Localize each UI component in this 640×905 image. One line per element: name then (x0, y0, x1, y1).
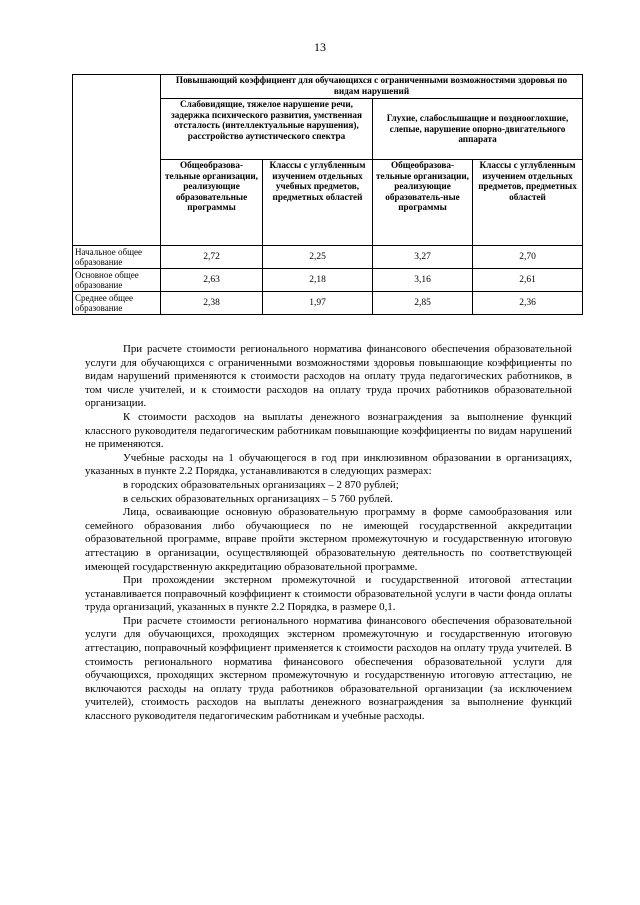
page-number: 13 (314, 40, 326, 54)
paragraph: При расчете стоимости регионального норматива финансового обеспечения образовательной услуги для обучающихся, проходящих экстерном промежуточную и государственную итоговую аттестацию, поправочный коэффициент применяется к стоимости расходов на оплату труда учителей. В стоимость регионального норматива финансового обеспечения образовательной услуги для обучающихся, проходящих экстерном промежуточную и государственную итоговую аттестацию, не включаются расходы на оплату труда работников образовательной организации (за исключением учителей), стоимость расходов на выплаты денежного вознаграждения за выполнение функций классного руководителя педагогическим работникам и учебные расходы. (85, 614, 572, 723)
table-row (73, 246, 583, 269)
table-cell: 2,63 (161, 269, 263, 292)
coefficient-table (72, 74, 583, 315)
table-cell: 2,85 (373, 292, 473, 315)
table-row (73, 292, 583, 315)
table-group-header-a: Слабовидящие, тяжелое нарушение речи, задержка психического развития, умственная отсталость (интеллектуальные нарушения), расстройство аутистического спектра (161, 99, 373, 160)
table-cell: 2,61 (473, 269, 583, 292)
paragraph: При прохождении экстерном промежуточной и государственной итоговой аттестации устанавливается поправочный коэффициент к стоимости образовательной услуги в части фонда оплаты труда организаций, указанных в пункте 2.2 Порядка, в размере 0,1. (85, 574, 572, 614)
table-sub-header: Общеобразова-тельные организации, реализующие образовательные программы (161, 160, 263, 246)
table-row (73, 269, 583, 292)
table-cell: 2,25 (263, 246, 373, 269)
table-cell: 2,72 (161, 246, 263, 269)
table-cell: 2,18 (263, 269, 373, 292)
table-cell: 2,70 (473, 246, 583, 269)
list-item: в городских образовательных организациях – 2 870 рублей; (123, 478, 399, 491)
table-main-header: Повышающий коэффициент для обучающихся с ограниченными возможностями здоровья по видам нарушений (161, 75, 583, 99)
table-row-label: Начальное общее образование (73, 246, 161, 269)
paragraph: Лица, осваивающие основную образовательную программу в форме самообразования или семейного образования либо обучающиеся по не имеющей государственной аккредитации образовательной программе, вправе пройти экстерном промежуточную и государственную итоговую аттестацию в организации, осуществляющей образовательную деятельность по соответствующей имеющей государственную аккредитацию образовательной программе. (85, 506, 572, 573)
table-cell: 3,16 (373, 269, 473, 292)
table-row-label: Среднее общее образование (73, 292, 161, 315)
table-corner-cell (73, 75, 161, 246)
list-item: в сельских образовательных организациях – 5 760 рублей. (123, 492, 393, 505)
table-cell: 2,38 (161, 292, 263, 315)
paragraph: Учебные расходы на 1 обучающегося в год при инклюзивном образовании в организациях, указанных в пункте 2.2 Порядка, устанавливаются в следующих размерах: (85, 451, 572, 478)
paragraph: При расчете стоимости регионального норматива финансового обеспечения образовательной услуги для обучающихся с ограниченными возможностями здоровья повышающие коэффициенты по видам нарушений применяются к стоимости расходов на оплату труда педагогических работников, в том числе учителей, и к стоимости расходов на оплату труда прочих работников образовательной организации. (85, 343, 572, 410)
table-cell: 3,27 (373, 246, 473, 269)
table-sub-header: Общеобразова-тельные организации, реализующие образователь-ные программы (373, 160, 473, 246)
table-sub-header: Классы с углубленным изучением отдельных учебных предметов, предметных областей (263, 160, 373, 246)
table-cell: 2,36 (473, 292, 583, 315)
paragraph: К стоимости расходов на выплаты денежного вознаграждения за выполнение функций классного руководителя педагогическим работникам повышающие коэффициенты по видам нарушений не применяются. (85, 410, 572, 451)
table-cell: 1,97 (263, 292, 373, 315)
table-group-header-b: Глухие, слабослышащие и позднооглохшие, слепые, нарушение опорно-двигательного аппарата (373, 99, 583, 160)
table-row-label: Основное общее образование (73, 269, 161, 292)
table-sub-header: Классы с углубленным изучением отдельных предметов, предметных областей (473, 160, 583, 246)
body-text (85, 343, 572, 724)
